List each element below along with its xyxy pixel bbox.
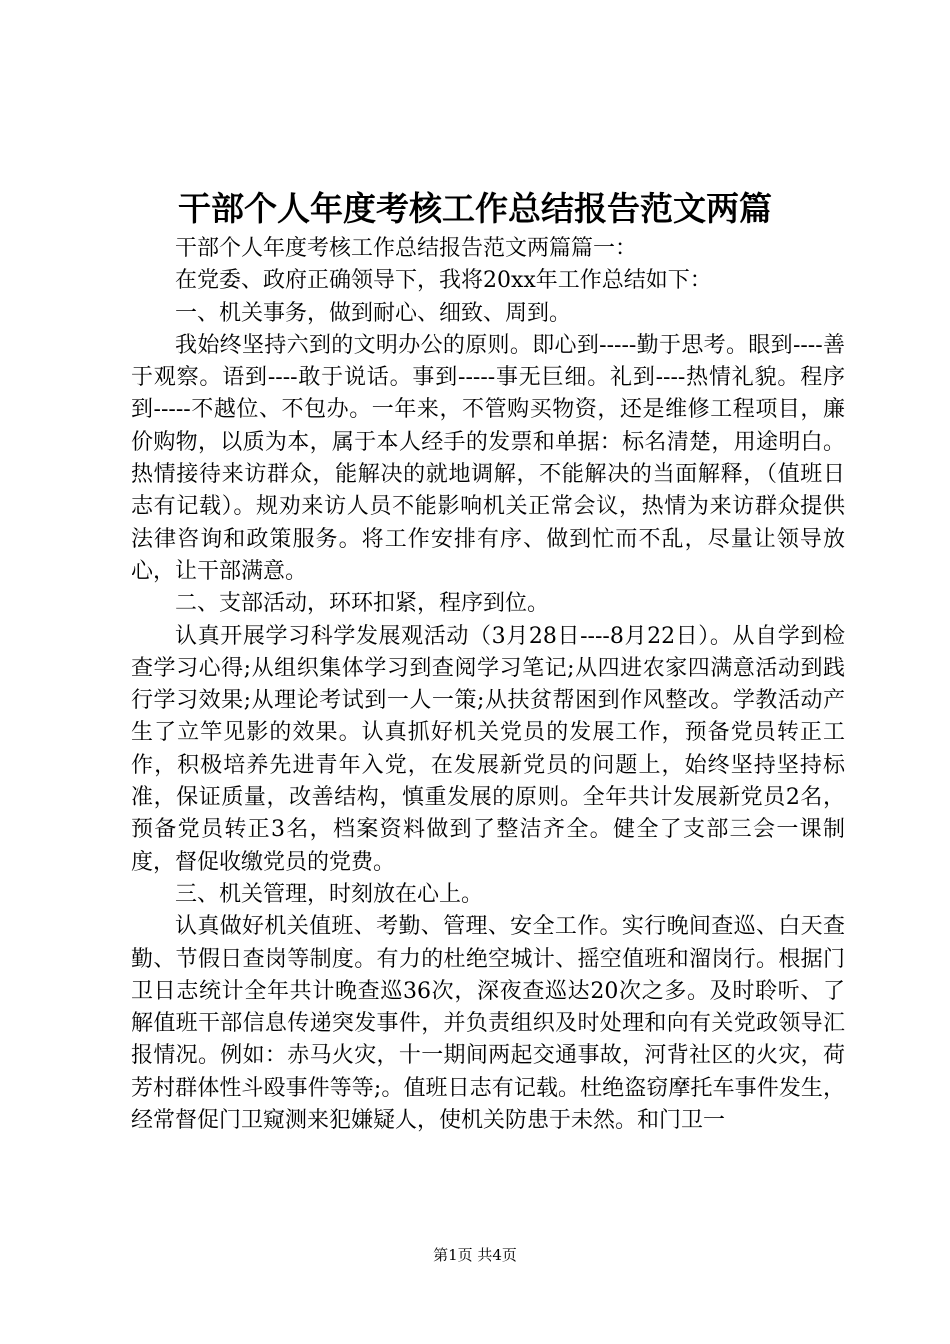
section-heading-1: 一、机关事务，做到耐心、细致、周到。 <box>175 300 572 326</box>
paragraph-section-2: 认真开展学习科学发展观活动（3月28日----8月22日）。从自学到检查学习心得;从组织集体学习到查阅学习笔记;从四进农家四满意活动到践行学习效果;从理论考试到一人一策;从扶贫帮困到作风整改。学教活动产生了立竿见影的效果。认真抓好机关党员的发展工作，预备党员转正工作，积极培养先进青年入党，在发展新党员的问题上，始终坚持坚持标准，保证质量，改善结构，慎重发展的原则。全年共计发展新党员2名，预备党员转正3名，档案资料做到了整洁齐全。健全了支部三会一课制度，督促收缴党员的党费。 <box>131 623 845 875</box>
paragraph-section-3: 认真做好机关值班、考勤、管理、安全工作。实行晚间查巡、白天查勤、节假日查岗等制度。有力的杜绝空城计、摇空值班和溜岗行。根据门卫日志统计全年共计晚查巡36次，深夜查巡达20次之多。及时聆听、了解值班干部信息传递突发事件，并负责组织及时处理和向有关党政领导汇报情况。例如：赤马火灾，十一期间两起交通事故，河背社区的火灾，荷芳村群体性斗殴事件等等;。值班日志有记载。杜绝盗窃摩托车事件发生，经常督促门卫窥测来犯嫌疑人，使机关防患于未然。和门卫一 <box>131 914 845 1134</box>
document-body <box>131 233 845 1137</box>
section-heading-2: 二、支部活动，环环扣紧，程序到位。 <box>175 591 550 617</box>
paragraph-preface: 在党委、政府正确领导下，我将20xx年工作总结如下： <box>175 268 712 294</box>
section-heading-3: 三、机关管理，时刻放在心上。 <box>175 881 484 907</box>
paragraph-section-1: 我始终坚持六到的文明办公的原则。即心到-----勤于思考。眼到----善于观察。语到----敢于说话。事到-----事无巨细。礼到----热情礼貌。程序到-----不越位、不包办。一年来，不管购买物资，还是维修工程项目，廉价购物，以质为本，属于本人经手的发票和单据：标名清楚，用途明白。热情接待来访群众，能解决的就地调解，不能解决的当面解释，（值班日志有记载）。规劝来访人员不能影响机关正常会议，热情为来访群众提供法律咨询和政策服务。将工作安排有序、做到忙而不乱，尽量让领导放心，让干部满意。 <box>131 332 845 584</box>
paragraph-intro: 干部个人年度考核工作总结报告范文两篇篇一： <box>175 236 638 261</box>
document-title: 干部个人年度考核工作总结报告范文两篇 <box>178 189 772 228</box>
page-number-footer: 第1页 共4页 <box>433 1246 517 1264</box>
